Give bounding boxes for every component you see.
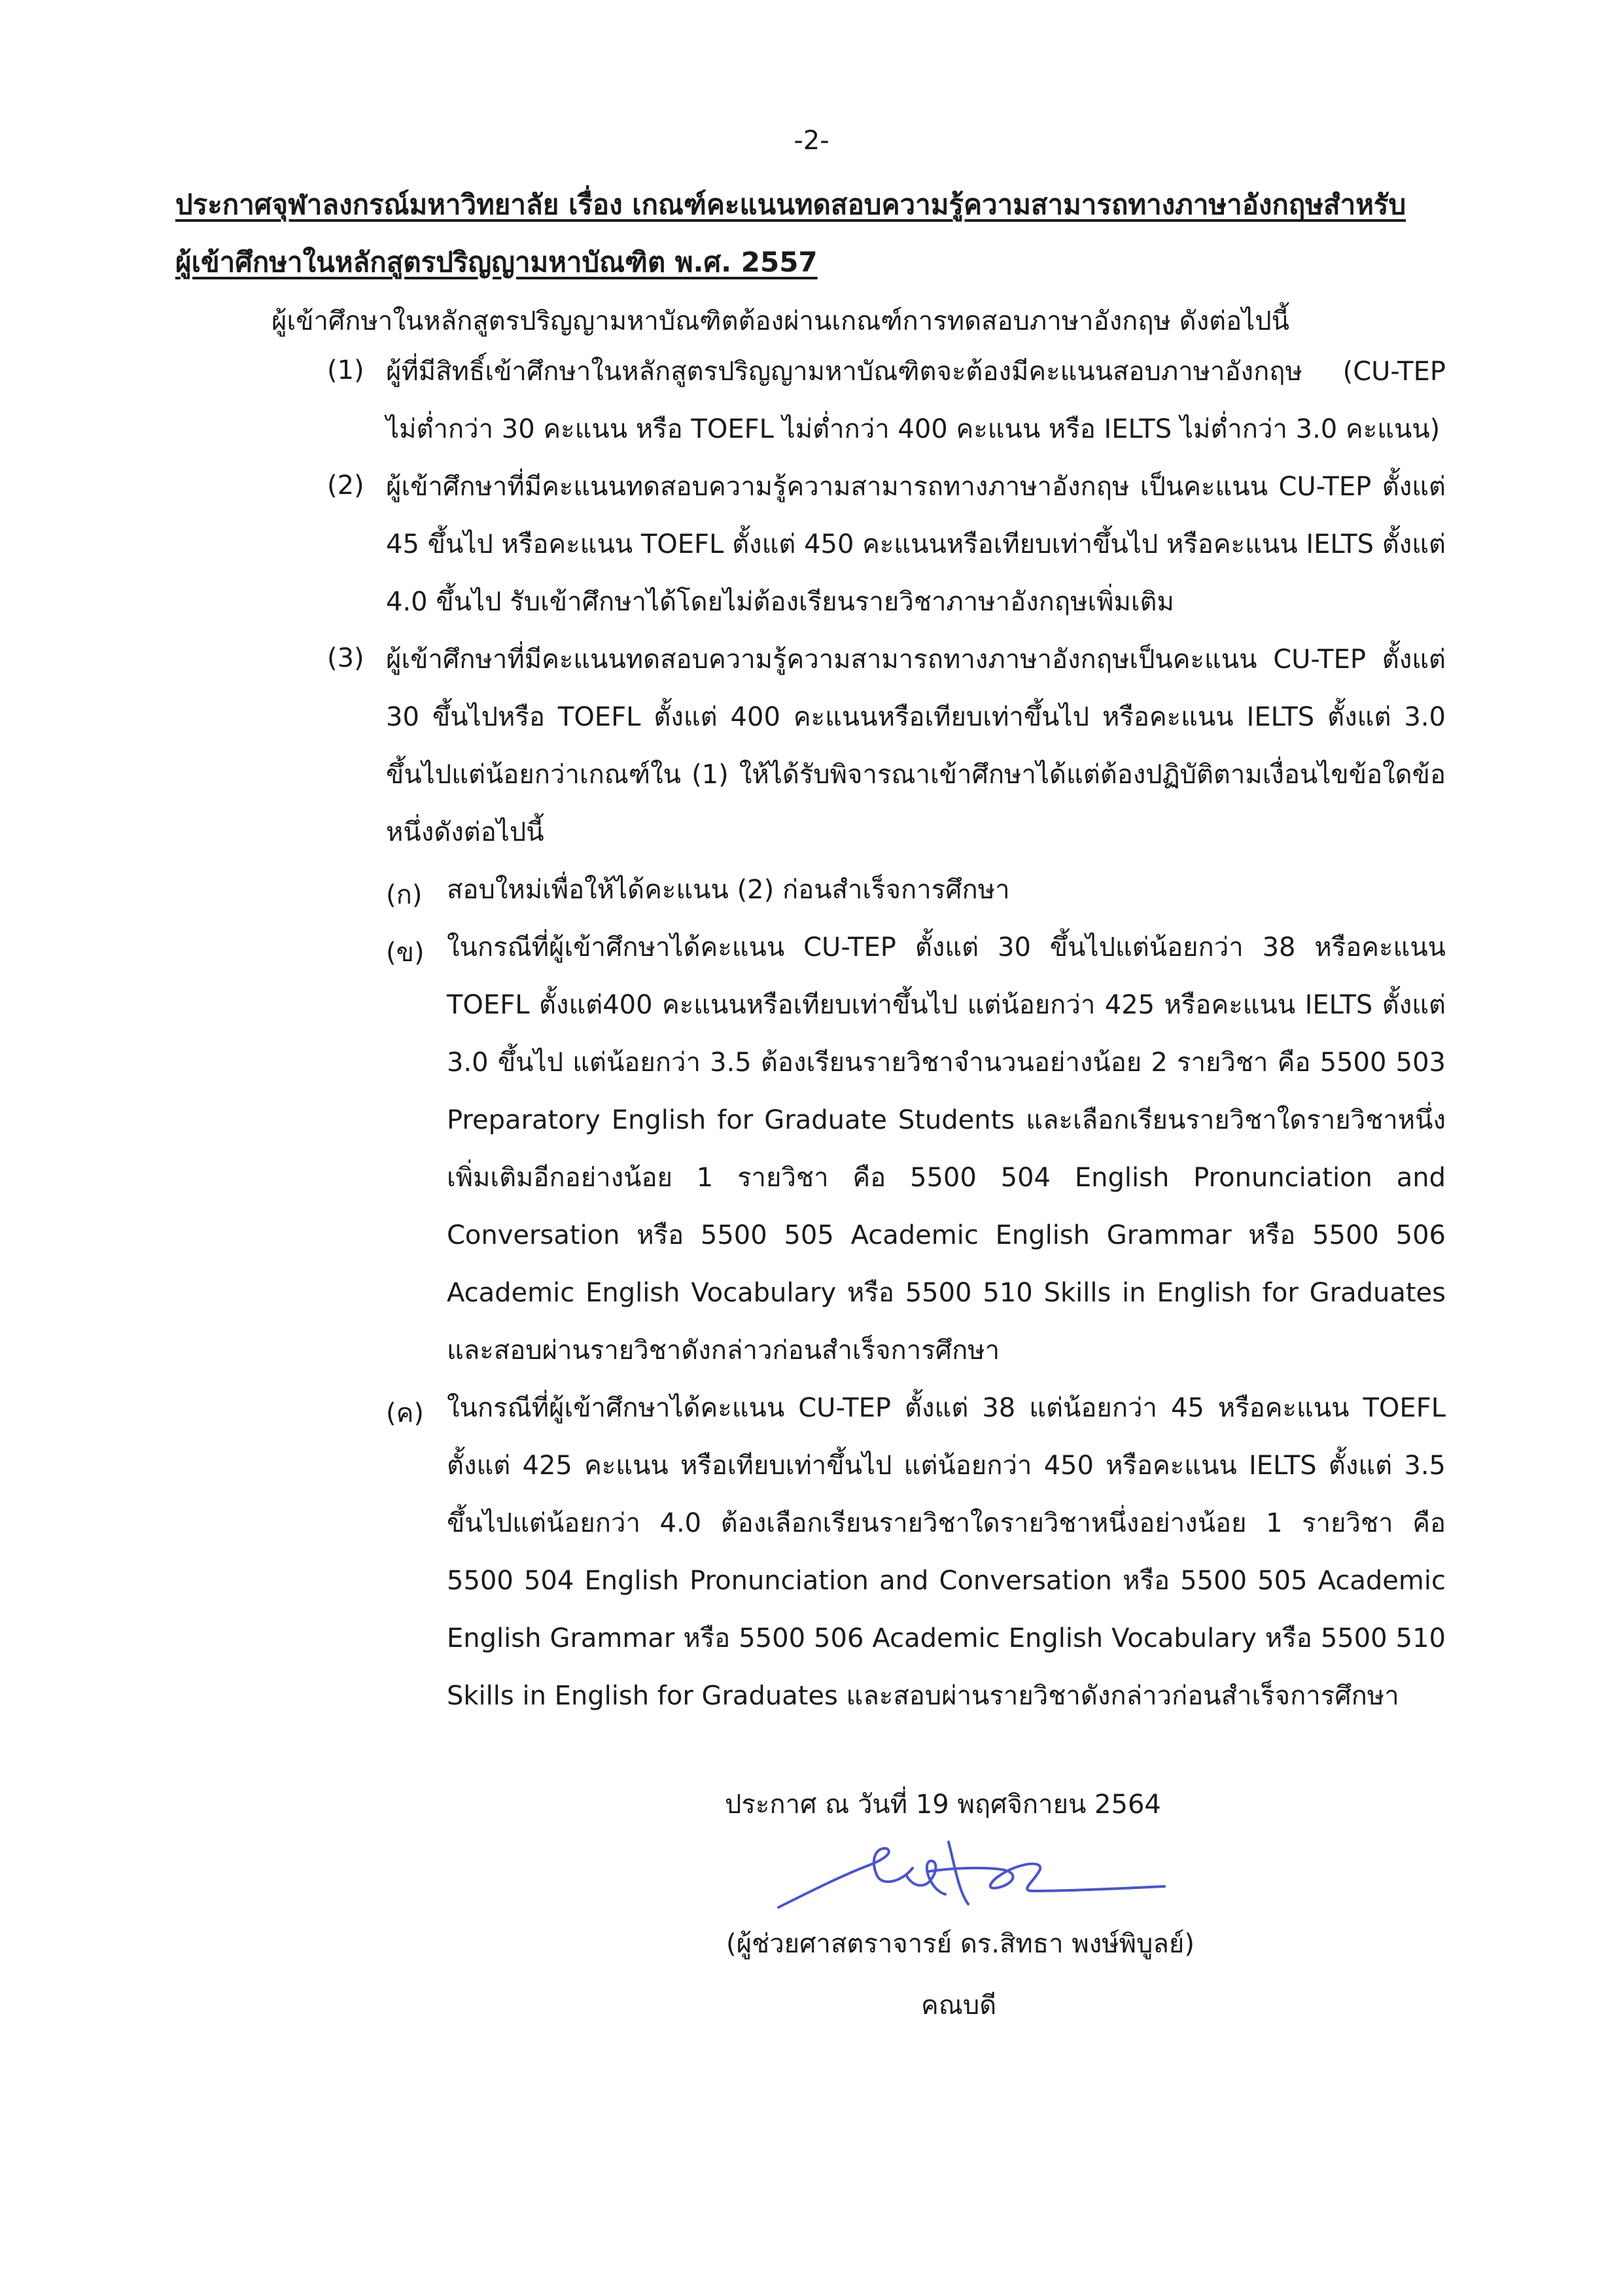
item-1-label: (1) (327, 355, 364, 385)
item-2-text: ผู้เข้าศึกษาที่มีคะแนนทดสอบความรู้ความสามารถทางภาษาอังกฤษ เป็นคะแนน CU-TEP ตั้งแต่ 45 ขึ้นไป หรือคะแนน TOEFL ตั้งแต่ 450 คะแนนหรือเทียบเท่าขึ้นไป หรือคะแนน IELTS ตั้งแต่ 4.0 ขึ้นไป รับเข้าศึกษาได้โดยไม่ต้องเรียนรายวิชาภาษาอังกฤษเพิ่มเติม (386, 472, 1446, 617)
subitem-kho-khwai-label: (ค) (386, 1398, 424, 1428)
item-3-label: (3) (327, 643, 364, 673)
announcement-date: ประกาศ ณ วันที่ 19 พฤศจิกายน 2564 (725, 1790, 1161, 1820)
signature-stroke (778, 1848, 913, 1907)
subitem-ka-label: (ก) (386, 880, 423, 910)
title-line-2: ผู้เข้าศึกษาในหลักสูตรปริญญามหาบัณฑิต พ.ศ. 2557 (175, 246, 818, 278)
subitem-ka-text: สอบใหม่เพื่อให้ได้คะแนน (2) ก่อนสำเร็จการศึกษา (447, 875, 1010, 905)
signer-title: คณบดี (921, 1990, 997, 2021)
subitem-kho-khwai-text: ในกรณีที่ผู้เข้าศึกษาได้คะแนน CU-TEP ตั้งแต่ 38 แต่น้อยกว่า 45 หรือคะแนน TOEFL ตั้งแต่ 425 คะแนน หรือเทียบเท่าขึ้นไป แต่น้อยกว่า 450 หรือคะแนน IELTS ตั้งแต่ 3.5 ขึ้นไปแต่น้อยกว่า 4.0 ต้องเลือกเรียนรายวิชาใดรายวิชาหนึ่งอย่างน้อย 1 รายวิชา คือ 5500 504 English Pronunciation and Conversation หรือ 5500 505 Academic English Grammar หรือ 5500 506 Academic English Vocabulary หรือ 5500 510 Skills in English for Graduates และสอบผ่านรายวิชาดังกล่าวก่อนสำเร็จการศึกษา (447, 1393, 1446, 1711)
item-1-text: ผู้ที่มีสิทธิ์เข้าศึกษาในหลักสูตรปริญญามหาบัณฑิตจะต้องมีคะแนนสอบภาษาอังกฤษ (CU-TEP ไม่ต่ำกว่า 30 คะแนน หรือ TOEFL ไม่ต่ำกว่า 400 คะแนน หรือ IELTS ไม่ต่ำกว่า 3.0 คะแนน) (386, 357, 1446, 444)
signature-stroke (949, 1842, 968, 1904)
subitem-kho-label: (ข) (386, 938, 425, 968)
signature-stroke (929, 1864, 1164, 1891)
title-line-1: ประกาศจุฬาลงกรณ์มหาวิทยาลัย เรื่อง เกณฑ์คะแนนทดสอบความรู้ความสามารถทางภาษาอังกฤษสำหรับ (175, 188, 1406, 221)
intro-paragraph: ผู้เข้าศึกษาในหลักสูตรปริญญามหาบัณฑิตต้องผ่านเกณฑ์การทดสอบภาษาอังกฤษ ดังต่อไปนี้ (271, 306, 1289, 336)
page-number: -2- (794, 126, 829, 156)
subitem-kho-text: ในกรณีที่ผู้เข้าศึกษาได้คะแนน CU-TEP ตั้งแต่ 30 ขึ้นไปแต่น้อยกว่า 38 หรือคะแนน TOEFL ตั้งแต่400 คะแนนหรือเทียบเท่าขึ้นไป แต่น้อยกว่า 425 หรือคะแนน IELTS ตั้งแต่ 3.0 ขึ้นไป แต่น้อยกว่า 3.5 ต้องเรียนรายวิชาจำนวนอย่างน้อย 2 รายวิชา คือ 5500 503 Preparatory English for Graduate Students และเลือกเรียนรายวิชาใดรายวิชาหนึ่งเพิ่มเติมอีกอย่างน้อย 1 รายวิชา คือ 5500 504 English Pronunciation and Conversation หรือ 5500 505 Academic English Grammar หรือ 5500 506 Academic English Vocabulary หรือ 5500 510 Skills in English for Graduates และสอบผ่านรายวิชาดังกล่าวก่อนสำเร็จการศึกษา (447, 932, 1446, 1366)
handwritten-signature (772, 1829, 1178, 1920)
signer-name: (ผู้ช่วยศาสตราจารย์ ดร.สิทธา พงษ์พิบูลย์) (726, 1929, 1195, 1959)
item-3-text: ผู้เข้าศึกษาที่มีคะแนนทดสอบความรู้ความสามารถทางภาษาอังกฤษเป็นคะแนน CU-TEP ตั้งแต่ 30 ขึ้นไปหรือ TOEFL ตั้งแต่ 400 คะแนนหรือเทียบเท่าขึ้นไป หรือคะแนน IELTS ตั้งแต่ 3.0 ขึ้นไปแต่น้อยกว่าเกณฑ์ใน (1) ให้ได้รับพิจารณาเข้าศึกษาได้แต่ต้องปฏิบัติตามเงื่อนไขข้อใดข้อหนึ่งดังต่อไปนี้ (386, 645, 1446, 847)
item-2-label: (2) (327, 470, 364, 501)
signature-stroke (906, 1861, 945, 1894)
